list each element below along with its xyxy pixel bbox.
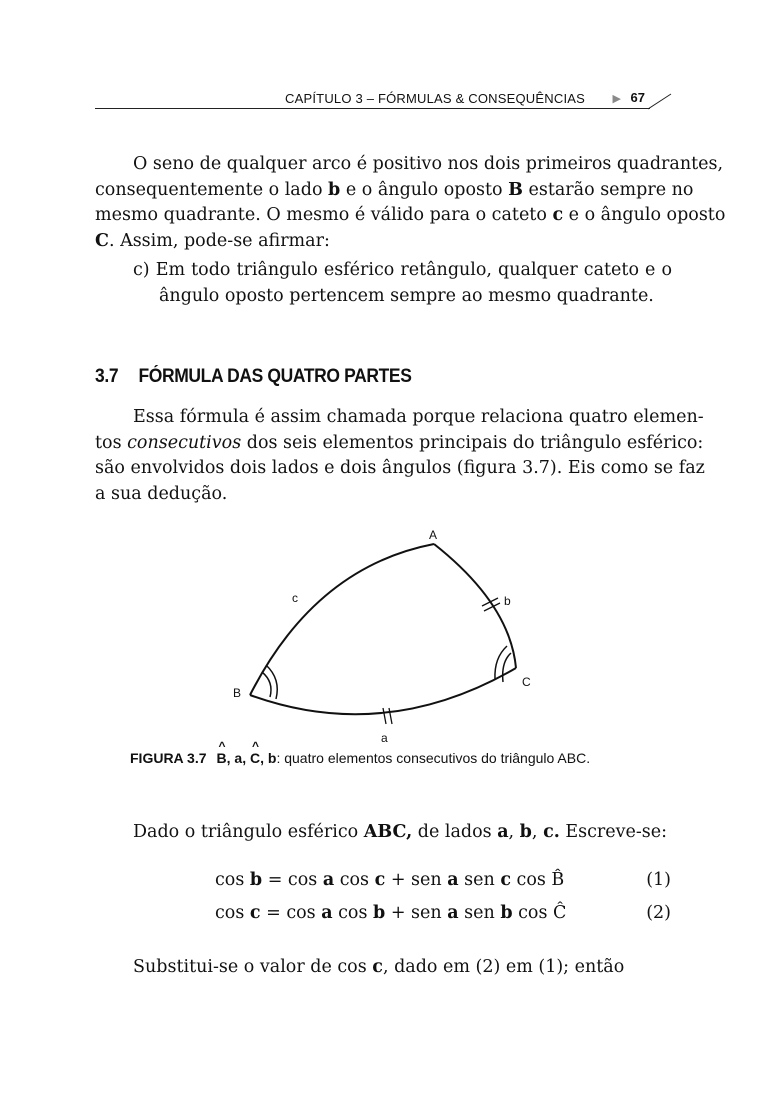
equation-1: cos b = cos a cos c + sen a sen c cos B̂: [215, 870, 565, 890]
text-line: ângulo oposto pertencem sempre ao mesmo quadrante.: [159, 285, 654, 306]
list-item: [133, 258, 672, 309]
header-rule: [95, 108, 650, 109]
side-a-arc: [250, 668, 516, 714]
side-label-c: c: [292, 591, 298, 605]
text-line: são envolvidos dois lados e dois ângulos (figura 3.7). Eis como se faz: [95, 458, 705, 478]
text-line: Substitui-se o valor de cos c, dado em (2) em (1); então: [133, 957, 625, 977]
side-label-a: a: [381, 731, 388, 744]
text-line: a sua dedução.: [95, 483, 228, 504]
equation-2: cos c = cos a cos b + sen a sen b cos Ĉ: [215, 903, 567, 923]
caption-label: FIGURA 3.7: [130, 750, 207, 766]
equation-number: (1): [646, 870, 671, 890]
angle-c-mark: [503, 653, 511, 682]
text-line: Essa fórmula é assim chamada porque relaciona quatro elemen-: [133, 407, 704, 427]
arrow-icon: ▶: [612, 93, 621, 105]
page-number: 67: [630, 90, 645, 105]
side-label-b: b: [504, 594, 511, 608]
caption-angle-c: ^ C: [250, 750, 260, 766]
section-paragraph: [95, 405, 705, 507]
section-heading: [95, 366, 412, 388]
vertex-label-b: B: [233, 686, 242, 700]
side-c-arc: [250, 544, 434, 695]
vertex-label-a: A: [429, 528, 438, 542]
text-line: O seno de qualquer arco é positivo nos dois primeiros quadrantes,: [133, 154, 724, 174]
section-number: 3.7: [95, 366, 119, 387]
intro-paragraph: [95, 152, 726, 254]
figure-caption: FIGURA 3.7^ B, a, ^ C, b: quatro elementos consecutivos do triângulo ABC.: [130, 750, 590, 766]
chapter-title: CAPÍTULO 3 – FÓRMULAS & CONSEQUÊNCIAS: [285, 91, 585, 106]
text-line: mesmo quadrante. O mesmo é válido para o cateto c e o ângulo oposto: [95, 205, 726, 225]
text-line: Dado o triângulo esférico ABC, de lados a, b, c. Escreve-se:: [133, 822, 668, 842]
caption-angle-b: ^ B: [217, 750, 227, 766]
text-line: consequentemente o lado b e o ângulo oposto B estarão sempre no: [95, 179, 694, 200]
running-header: [95, 88, 675, 112]
vertex-label-c: C: [522, 675, 531, 689]
header-slash-icon: [648, 92, 672, 110]
body-paragraph: [95, 820, 672, 846]
angle-b-mark: [262, 672, 271, 697]
side-a-tick: [389, 708, 392, 724]
angle-b-mark: [266, 665, 277, 699]
equation-number: (2): [646, 903, 671, 923]
text-line: c) Em todo triângulo esférico retângulo, qualquer cateto e o: [133, 260, 672, 280]
spherical-triangle-figure: [220, 522, 560, 744]
side-a-tick: [383, 708, 386, 724]
body-paragraph: [95, 955, 672, 981]
item-label: c): [133, 260, 150, 280]
section-title-text: FÓRMULA DAS QUATRO PARTES: [138, 366, 412, 387]
text-line: C. Assim, pode-se afirmar:: [95, 230, 330, 251]
text-line: tos consecutivos dos seis elementos principais do triângulo esférico:: [95, 432, 704, 453]
